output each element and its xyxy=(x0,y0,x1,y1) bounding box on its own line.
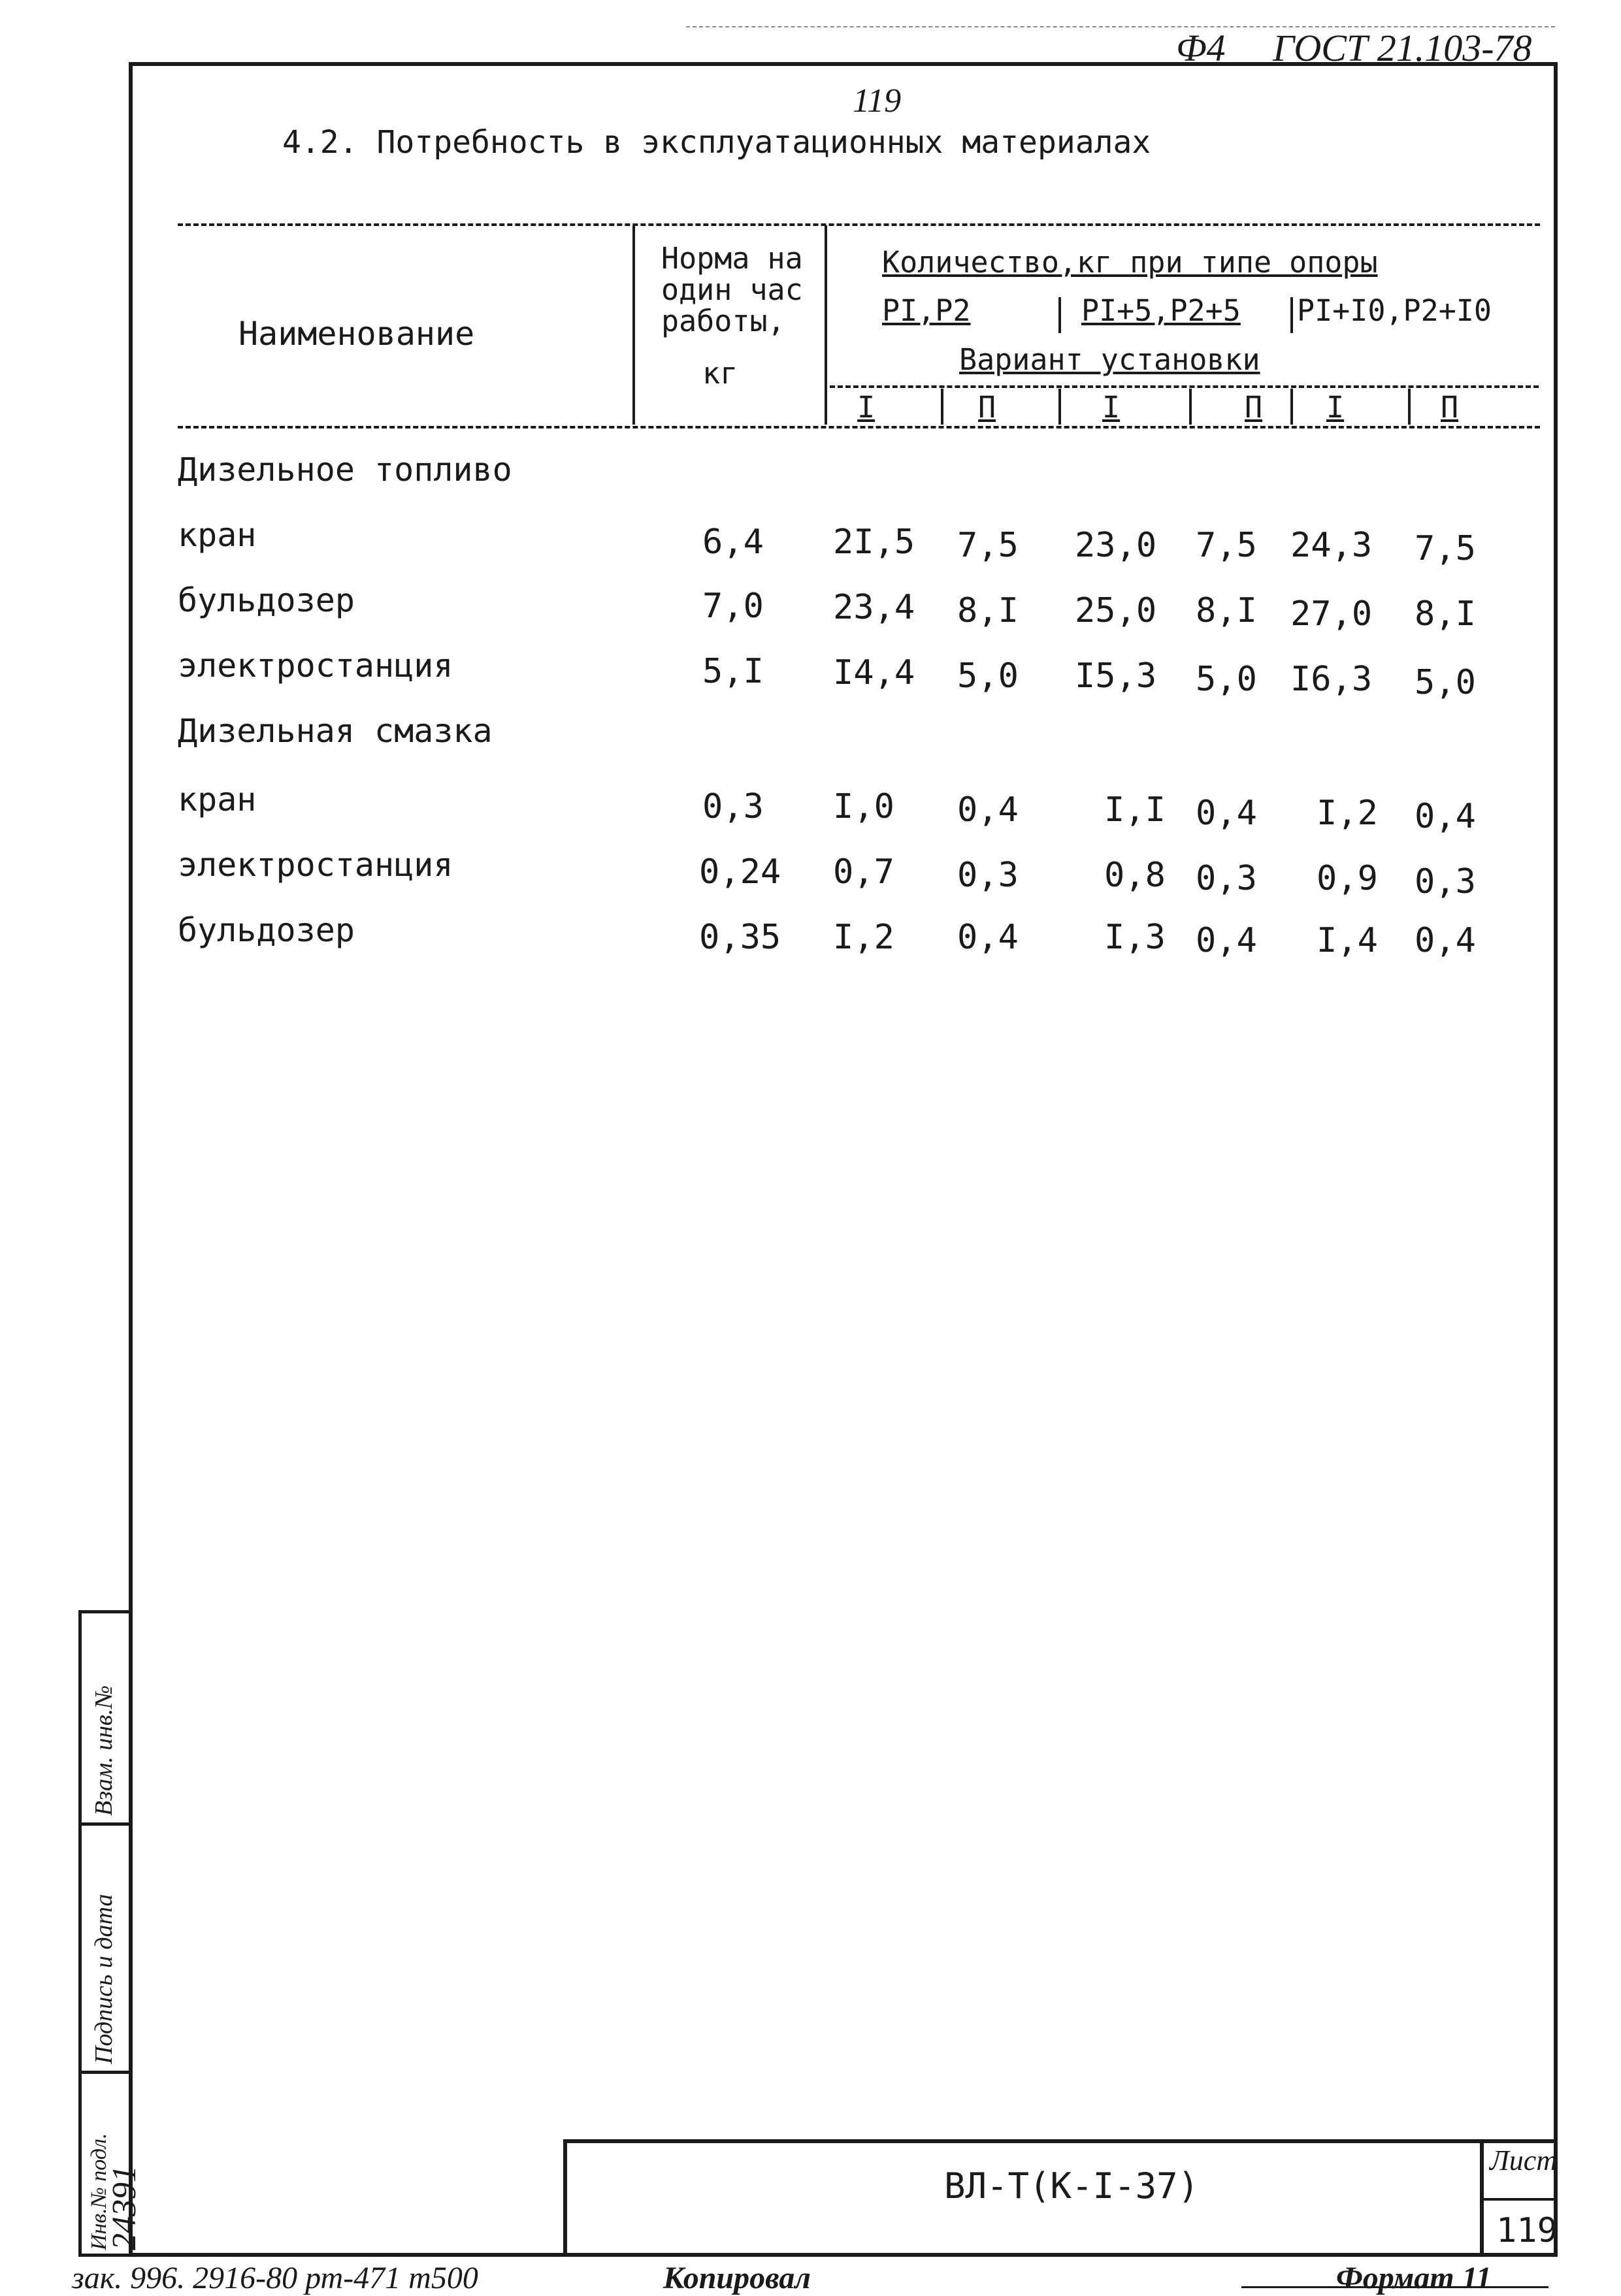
row-value: 0,8 xyxy=(1104,856,1166,895)
row-value: 23,4 xyxy=(833,588,915,627)
row-value: I4,4 xyxy=(833,653,915,692)
sign-date-label: Подпись и дата xyxy=(90,1894,118,2064)
col-norm-line-3: работы, xyxy=(661,304,785,338)
row-value: I,2 xyxy=(1317,794,1378,833)
row-value: 0,9 xyxy=(1317,859,1378,898)
row-value: 27,0 xyxy=(1290,594,1373,634)
row-value: 5,0 xyxy=(1415,663,1476,702)
row-value: 0,4 xyxy=(1196,794,1257,833)
inv-orig-label: Инв.№ подл. xyxy=(87,2133,111,2250)
order-info: зак. 996. 2916-80 рт-471 т500 xyxy=(72,2261,478,2295)
variant-divider-2 xyxy=(1058,389,1061,425)
row-value: 25,0 xyxy=(1075,591,1157,630)
group-2-header: PI+5,P2+5 xyxy=(1081,293,1241,328)
row-value: 8,I xyxy=(1415,594,1476,634)
swap-inv-cell xyxy=(78,1610,129,1826)
inv-orig-cell xyxy=(78,2071,143,2257)
section-label: Дизельная смазка xyxy=(178,712,493,750)
section-label: Дизельное топливо xyxy=(178,451,512,489)
row-value: 7,5 xyxy=(1415,529,1476,568)
row-name: кран xyxy=(178,781,257,818)
variant-header: Вариант установки xyxy=(959,342,1260,377)
group-divider-1 xyxy=(1058,297,1061,333)
row-value: 8,I xyxy=(1196,591,1257,630)
format-mark: Ф4 xyxy=(1176,27,1226,69)
gost-code: ГОСТ 21.103-78 xyxy=(1273,27,1532,69)
row-name: электростанция xyxy=(178,647,453,685)
sheet-number: 119 xyxy=(1496,2211,1558,2250)
swap-inv-label: Взам. инв.№ xyxy=(90,1685,118,1816)
row-value: 5,0 xyxy=(1196,660,1257,699)
header-top-rule xyxy=(178,223,1540,226)
col-quantity-header: Количество,кг при типе опоры xyxy=(882,245,1378,280)
group-divider-2 xyxy=(1290,297,1293,333)
row-name: бульдозер xyxy=(178,581,355,619)
row-norm: 0,35 xyxy=(699,918,781,957)
row-norm: 5,I xyxy=(702,652,764,691)
row-norm: 0,24 xyxy=(699,852,781,892)
variant-divider-3 xyxy=(1189,389,1192,425)
variant-col-2: П xyxy=(978,390,996,425)
row-value: I6,3 xyxy=(1290,660,1373,699)
row-value: I,2 xyxy=(833,918,894,957)
page-number: 119 xyxy=(853,82,902,120)
row-value: 0,7 xyxy=(833,852,894,892)
row-value: 0,4 xyxy=(1415,797,1476,836)
variant-rule xyxy=(830,385,1539,388)
group-1-header: PI,P2 xyxy=(882,293,971,328)
row-value: I,0 xyxy=(833,787,894,826)
variant-col-1: I xyxy=(857,390,876,425)
variant-divider-1 xyxy=(941,389,943,425)
variant-col-3: I xyxy=(1102,390,1121,425)
row-value: 0,4 xyxy=(957,790,1019,830)
row-value: 7,5 xyxy=(1196,526,1257,565)
row-value: I,4 xyxy=(1317,921,1378,960)
row-name: электростанция xyxy=(178,846,453,884)
row-value: 0,4 xyxy=(957,918,1019,957)
row-value: I,I xyxy=(1104,790,1166,830)
row-norm: 6,4 xyxy=(702,523,764,562)
group-3-header: PI+I0,P2+I0 xyxy=(1297,293,1492,328)
row-value: I5,3 xyxy=(1075,656,1157,696)
row-value: 24,3 xyxy=(1290,526,1373,565)
format-underline xyxy=(1241,2286,1548,2288)
col-norm-unit: кг xyxy=(702,356,738,391)
col-norm-line-2: один час xyxy=(661,272,803,307)
row-value: 0,4 xyxy=(1415,921,1476,960)
inv-orig-value: 24391 xyxy=(106,2165,143,2250)
row-name: бульдозер xyxy=(178,911,355,949)
header-divider-1 xyxy=(632,225,635,425)
copied-label: Копировал xyxy=(663,2261,811,2295)
col-norm-line-1: Норма на xyxy=(661,241,803,276)
drawing-designation: ВЛ-Т(К-I-37) xyxy=(944,2165,1200,2207)
row-value: 0,4 xyxy=(1196,921,1257,960)
variant-divider-4 xyxy=(1290,389,1293,425)
variant-col-4: П xyxy=(1245,390,1263,425)
row-value: 0,3 xyxy=(957,856,1019,895)
variant-col-5: I xyxy=(1326,390,1345,425)
variant-col-6: П xyxy=(1441,390,1459,425)
row-value: 8,I xyxy=(957,591,1019,630)
col-name-header: Наименование xyxy=(238,315,475,353)
row-value: 2I,5 xyxy=(833,523,915,562)
sign-date-cell xyxy=(78,1822,129,2074)
header-divider-2 xyxy=(825,225,827,425)
row-value: I,3 xyxy=(1104,918,1166,957)
row-value: 0,3 xyxy=(1196,859,1257,898)
header-bottom-rule xyxy=(178,426,1540,428)
row-value: 7,5 xyxy=(957,526,1019,565)
row-value: 0,3 xyxy=(1415,862,1476,901)
sheet-label: Лист xyxy=(1490,2144,1558,2176)
row-value: 23,0 xyxy=(1075,526,1157,565)
row-norm: 7,0 xyxy=(702,587,764,626)
variant-divider-5 xyxy=(1408,389,1411,425)
document-title: 4.2. Потребность в эксплуатационных материалах xyxy=(282,124,1151,161)
row-norm: 0,3 xyxy=(702,787,764,826)
row-name: кран xyxy=(178,516,257,554)
format-label: Формат 11 xyxy=(1336,2261,1492,2295)
sheet-cell-rule xyxy=(1482,2198,1558,2201)
row-value: 5,0 xyxy=(957,656,1019,696)
